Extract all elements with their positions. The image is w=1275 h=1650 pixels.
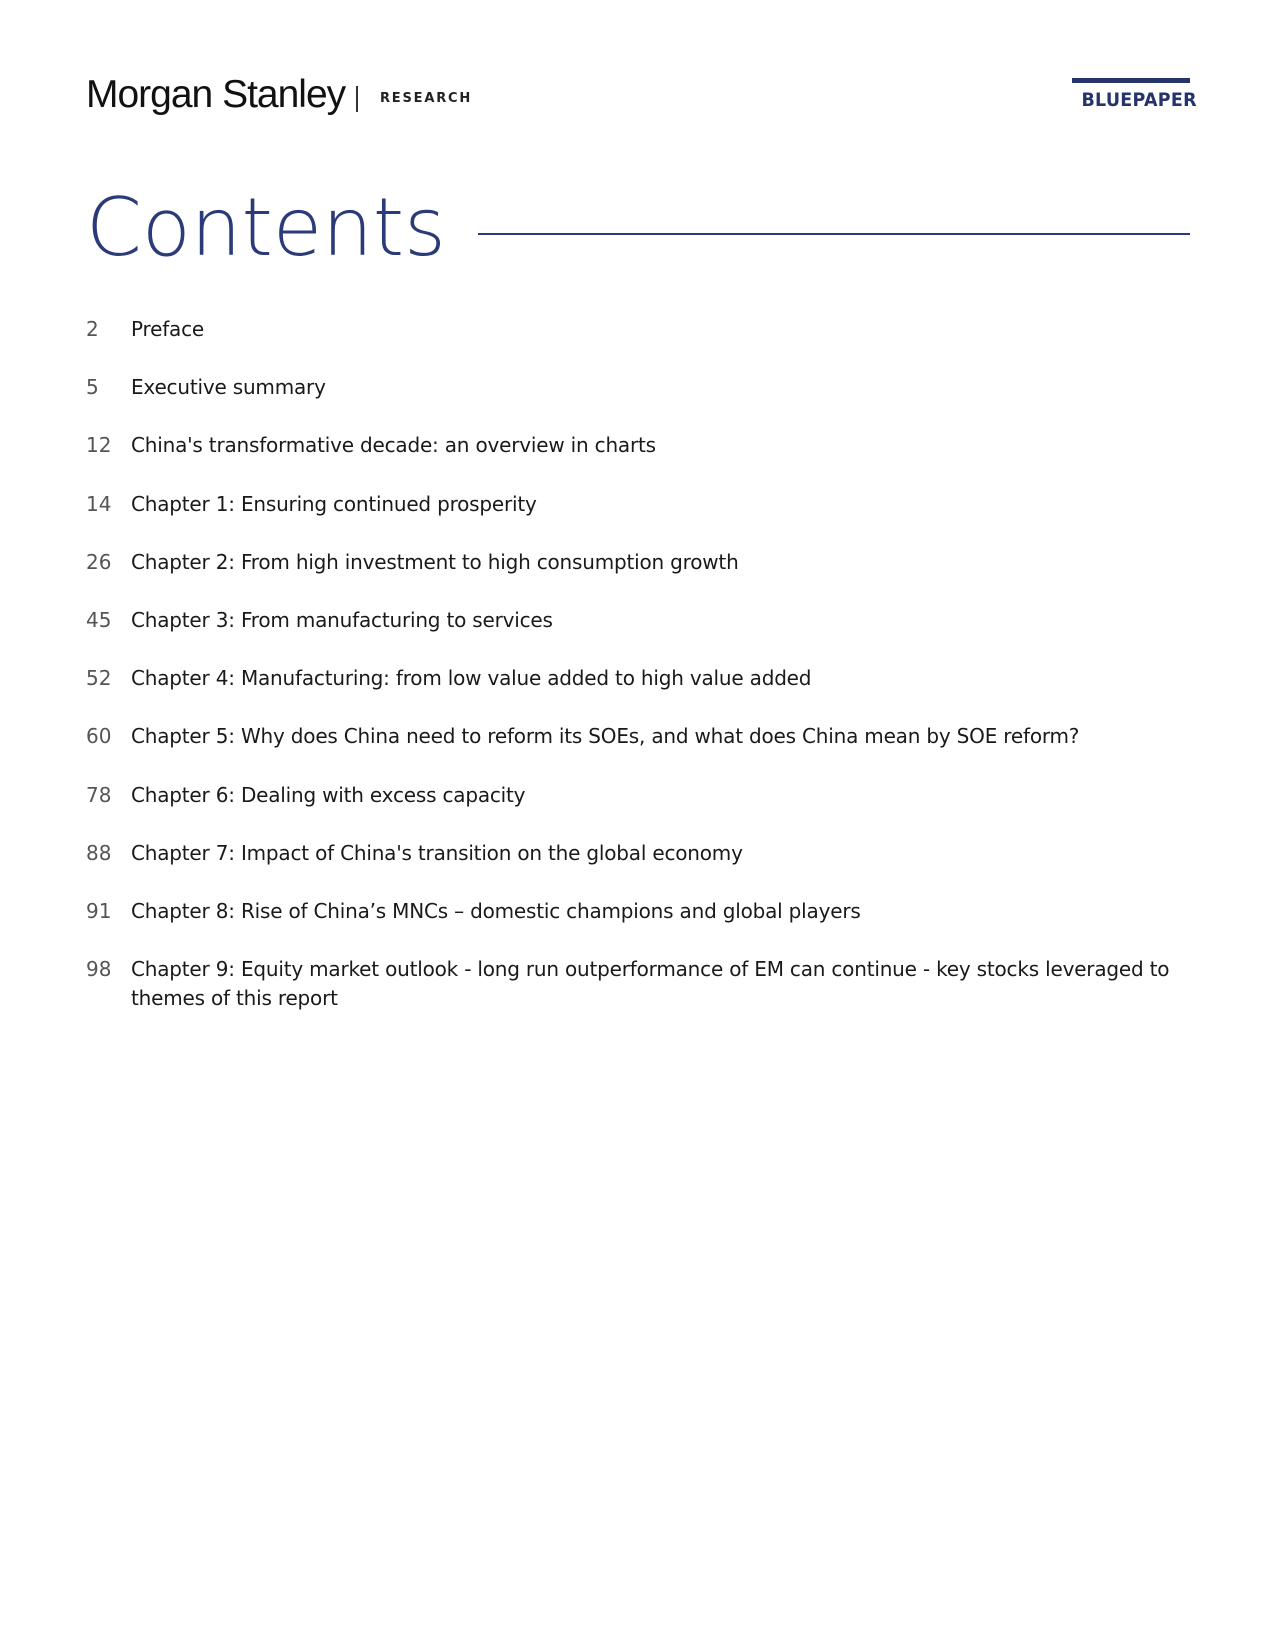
toc-page-number: 2 (86, 317, 99, 341)
toc-entry-title[interactable]: Chapter 5: Why does China need to reform its SOEs, and what does China mean by SOE reform? (131, 724, 1080, 749)
page-title-text: Contents (86, 181, 446, 274)
toc-entry-title[interactable]: Chapter 9: Equity market outlook - long run outperformance of EM can continue - key stocks leveraged to themes of this report (131, 957, 1170, 1011)
toc-page-number: 45 (86, 607, 112, 632)
morgan-stanley-logo: Morgan Stanley (86, 73, 346, 116)
toc-page-number: 88 (86, 840, 112, 865)
toc-page-number: 91 (86, 898, 112, 923)
toc-entry[interactable] (86, 722, 1190, 780)
toc-entry[interactable] (86, 781, 1190, 839)
toc-entry[interactable] (86, 839, 1190, 897)
toc-page-number: 26 (86, 549, 112, 574)
toc-page-number: 12 (86, 433, 112, 458)
toc-entry[interactable] (86, 897, 1190, 955)
table-of-contents (86, 315, 1190, 1017)
toc-entry-title[interactable]: Chapter 8: Rise of China’s MNCs – domestic champions and global players (131, 898, 861, 923)
page-header (86, 72, 1197, 118)
bluepaper-label: BLUEPAPER (1081, 89, 1197, 111)
bluepaper-badge (1072, 78, 1197, 112)
toc-page-number: 14 (86, 491, 112, 516)
toc-entry-title[interactable]: Chapter 3: From manufacturing to services (131, 607, 553, 632)
toc-entry[interactable] (86, 431, 1190, 489)
toc-entry[interactable] (86, 315, 1190, 373)
toc-entry[interactable] (86, 664, 1190, 722)
toc-entry-title[interactable]: Chapter 6: Dealing with excess capacity (131, 782, 526, 807)
title-rule (478, 233, 1190, 235)
bluepaper-bar (1072, 78, 1190, 83)
toc-page-number: 78 (86, 782, 112, 807)
toc-entry[interactable] (86, 955, 1190, 1017)
toc-page-number: 5 (86, 375, 99, 400)
toc-entry-title[interactable]: China's transformative decade: an overview in charts (131, 433, 656, 458)
toc-entry[interactable] (86, 490, 1190, 548)
toc-page-number: 60 (86, 724, 112, 749)
toc-entry-title[interactable]: Chapter 2: From high investment to high consumption growth (131, 549, 739, 574)
toc-page-number: 98 (86, 957, 112, 982)
toc-page-number: 52 (86, 666, 112, 691)
research-label: RESEARCH (380, 91, 473, 106)
toc-entry-title[interactable]: Preface (131, 317, 204, 341)
toc-entry-title[interactable]: Chapter 1: Ensuring continued prosperity (131, 491, 537, 516)
toc-entry-title[interactable]: Executive summary (131, 375, 326, 400)
toc-entry-title[interactable]: Chapter 4: Manufacturing: from low value added to high value added (131, 666, 812, 691)
toc-entry[interactable] (86, 373, 1190, 431)
page-title (86, 178, 446, 278)
toc-entry[interactable] (86, 606, 1190, 664)
logo-divider (356, 86, 358, 112)
toc-entry[interactable] (86, 548, 1190, 606)
toc-entry-title[interactable]: Chapter 7: Impact of China's transition on the global economy (131, 840, 743, 865)
